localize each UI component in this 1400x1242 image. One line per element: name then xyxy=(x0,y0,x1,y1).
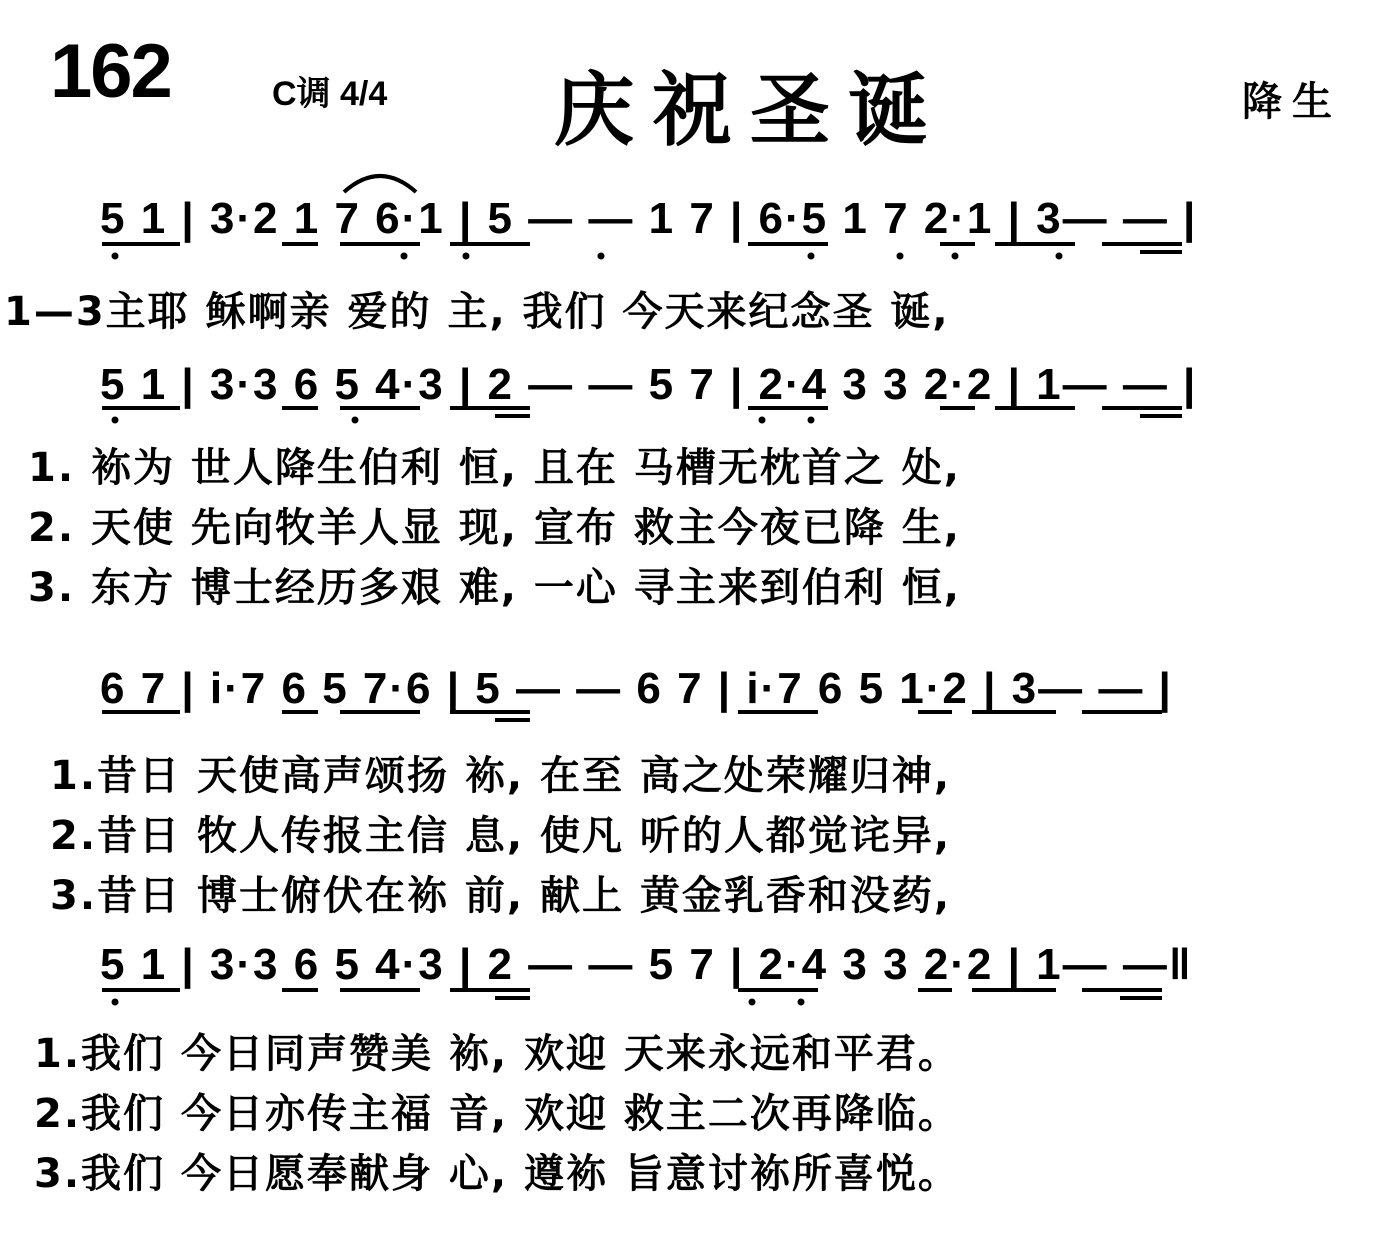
notation-line-4: 5 1 | 3·3 6 5 4·3 | 2 — — 5 7 | 2·4 3 3 2·2 | 1— —‖ xyxy=(100,940,1193,989)
notation-line-2: 5 1 | 3·3 6 5 4·3 | 2 — — 5 7 | 2·4 3 3 2·2 | 1— — | xyxy=(100,360,1198,409)
lyric-line-4-3: 3.我们 今日愿奉献身 心, 遵袮 旨意讨袮所喜悦。 xyxy=(34,1151,960,1197)
lyric-line-4-2: 2.我们 今日亦传主福 音, 欢迎 救主二次再降临。 xyxy=(34,1091,960,1137)
lyric-line-3-1: 1.昔日 天使高声颂扬 袮, 在至 高之处荣耀归神, xyxy=(50,753,952,799)
lyric-line-2-3: 3. 东方 博士经历多艰 难, 一心 寻主来到伯利 恒, xyxy=(28,565,961,611)
hymn-category: 降生 xyxy=(1242,79,1342,125)
lyric-line-3-3: 3.昔日 博士俯伏在袮 前, 献上 黄金乳香和没药, xyxy=(50,873,952,919)
hymn-title: 庆祝圣诞 xyxy=(554,64,946,157)
lyric-line-2-1: 1. 袮为 世人降生伯利 恒, 且在 马槽无枕首之 处, xyxy=(28,445,961,491)
lyric-line-2-2: 2. 天使 先向牧羊人显 现, 宣布 救主今夜已降 生, xyxy=(28,505,961,551)
notation-line-1: 5 1 | 3·2 1 7 6·1 | 5 — — 1 7 | 6·5 1 7 2·1 | 3— — | xyxy=(100,194,1198,243)
lyric-line-3-2: 2.昔日 牧人传报主信 息, 使凡 听的人都觉诧异, xyxy=(50,813,952,859)
key-time-signature: C调 4/4 xyxy=(272,75,388,113)
lyric-line-1-1: 1—3主耶 稣啊亲 爱的 主, 我们 今天来纪念圣 诞, xyxy=(4,289,950,335)
hymn-number: 162 xyxy=(50,29,171,114)
lyric-line-4-1: 1.我们 今日同声赞美 袮, 欢迎 天来永远和平君。 xyxy=(34,1031,960,1077)
notation-line-3: 6 7 | i·7 6 5 7·6 | 5 — — 6 7 | i·7 6 5 1·2 | 3— — | xyxy=(100,664,1173,713)
